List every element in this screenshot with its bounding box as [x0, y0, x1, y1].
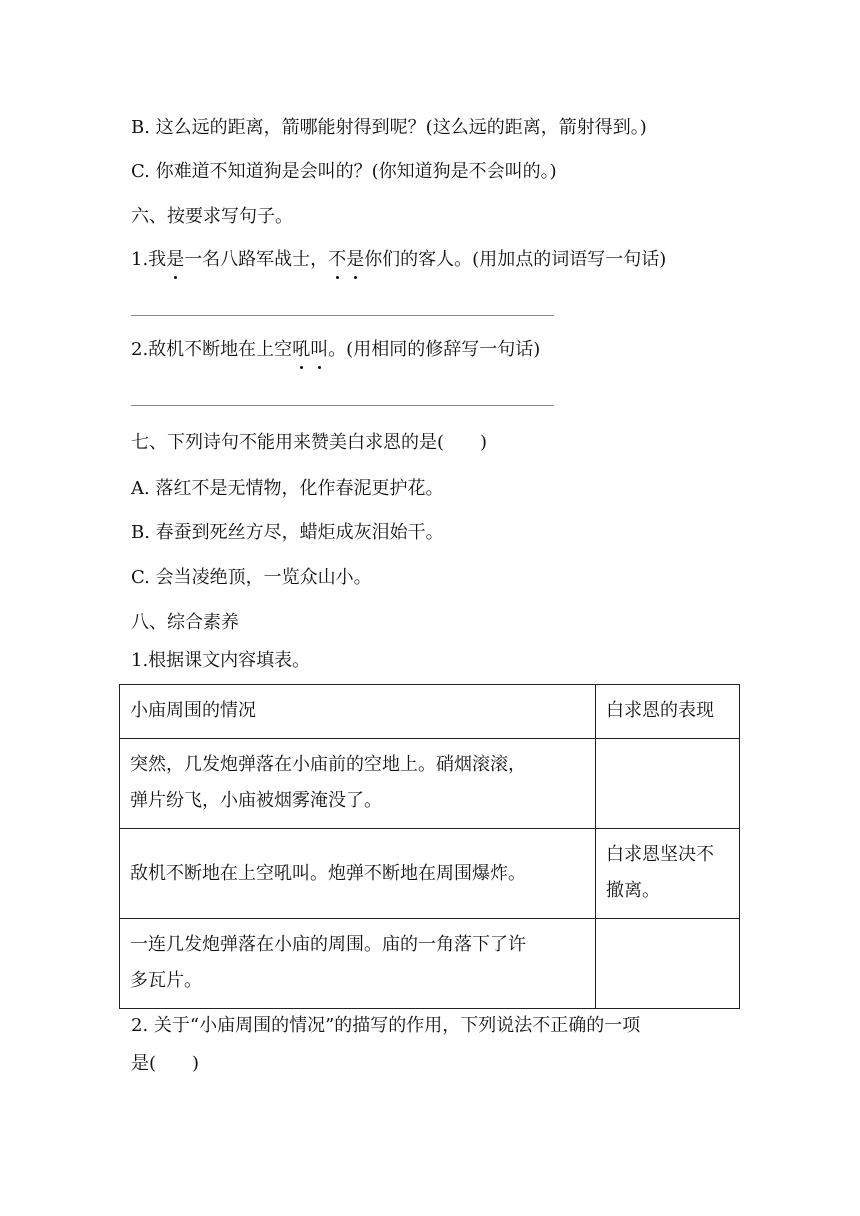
q6-2-dotted-char: 叫	[310, 339, 329, 360]
section-7-title: 七、下列诗句不能用来赞美白求恩的是( )	[131, 432, 488, 453]
q6-1-text-2: 一名八路军战士，	[184, 249, 329, 270]
table-header-cell: 小庙周围的情况	[120, 685, 596, 739]
q6-1-dotted-char: 不	[328, 249, 347, 270]
q6-1-text-1: 1.我	[131, 249, 167, 270]
answer-line[interactable]	[131, 405, 554, 406]
option-7c: C. 会当凌绝顶，一览众山小。	[131, 567, 372, 588]
question-8-1: 1.根据课文内容填表。	[131, 650, 311, 671]
answer-line[interactable]	[131, 315, 554, 316]
q6-1-text-3: 你们的客人。(用加点的词语写一句话)	[364, 249, 667, 270]
question-8-2-line-1: 2. 关于“小庙周围的情况”的描写的作用，下列说法不正确的一项	[131, 1015, 641, 1036]
cell-line: 多瓦片。	[130, 970, 202, 991]
table-cell: 敌机不断地在上空吼叫。炮弹不断地在周围爆炸。	[120, 829, 596, 919]
table-header-cell: 白求恩的表现	[596, 685, 740, 739]
option-5c: C. 你难道不知道狗是会叫的？(你知道狗是不会叫的。)	[131, 161, 557, 182]
answer-cell[interactable]	[596, 739, 740, 829]
q6-2-text-2: 。(用相同的修辞写一句话)	[328, 339, 541, 360]
q6-1-dotted-char: 是	[346, 249, 365, 270]
section-8-title: 八、综合素养	[131, 612, 239, 633]
table-row	[120, 829, 740, 919]
question-6-2	[131, 338, 540, 362]
table-cell	[120, 739, 596, 829]
option-7a: A. 落红不是无情物，化作春泥更护花。	[131, 478, 444, 499]
answer-cell[interactable]	[596, 919, 740, 1009]
q6-2-dotted-char: 吼	[292, 339, 311, 360]
section-6-title: 六、按要求写句子。	[131, 206, 293, 227]
table-header-row	[120, 685, 740, 739]
cell-line: 一连几发炮弹落在小庙的周围。庙的一角落下了许	[130, 934, 526, 955]
table-row	[120, 919, 740, 1009]
question-6-1	[131, 248, 666, 272]
table-cell	[120, 919, 596, 1009]
question-8-2-line-2: 是( )	[131, 1053, 200, 1074]
option-5b: B. 这么远的距离，箭哪能射得到呢？(这么远的距离，箭射得到。)	[131, 117, 647, 138]
info-table	[119, 684, 740, 1009]
q6-1-dotted-char: 是	[166, 249, 185, 270]
table-row	[120, 739, 740, 829]
cell-line: 突然，几发炮弹落在小庙前的空地上。硝烟滚滚，	[130, 754, 526, 775]
cell-line: 弹片纷飞，小庙被烟雾淹没了。	[130, 790, 382, 811]
cell-line: 白求恩坚决不	[606, 844, 714, 865]
cell-line: 撤离。	[606, 880, 660, 901]
q6-2-text-1: 2.敌机不断地在上空	[131, 339, 293, 360]
option-7b: B. 春蚕到死丝方尽，蜡炬成灰泪始干。	[131, 522, 444, 543]
table-cell	[596, 829, 740, 919]
